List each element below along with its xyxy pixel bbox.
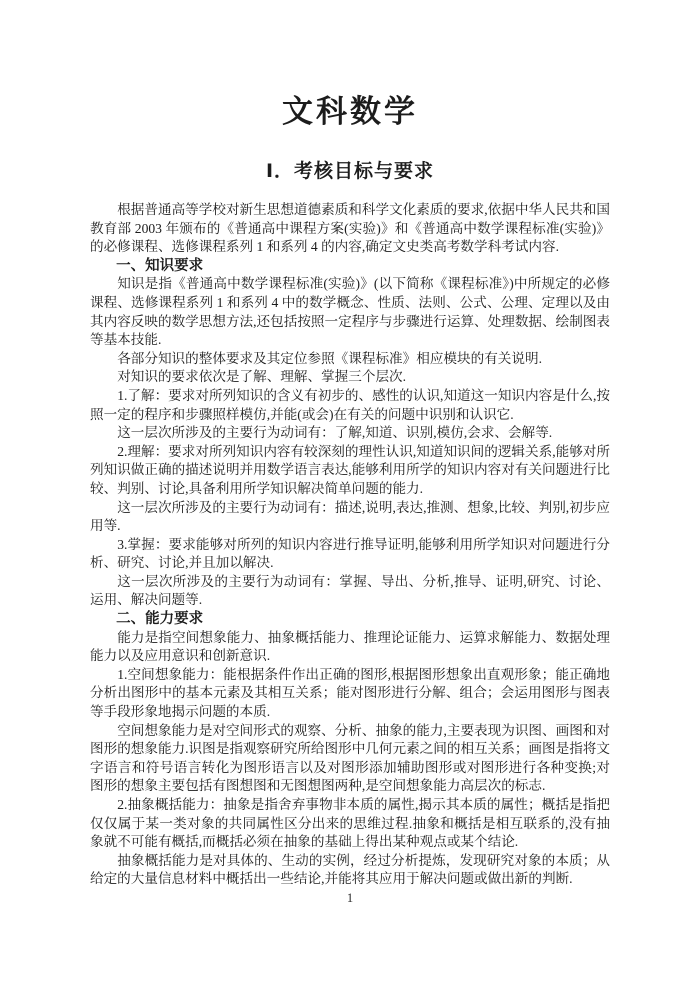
paragraph: 能力是指空间想象能力、抽象概括能力、推理论证能力、运算求解能力、数据处理能力以及应用意识和创新意识. (90, 629, 610, 664)
paragraph: 3.掌握：要求能够对所列的知识内容进行推导证明,能够利用所学知识对问题进行分析、研究、讨论,并且加以解决. (90, 536, 610, 571)
paragraph: 空间想象能力是对空间形式的观察、分析、抽象的能力,主要表现为识图、画图和对图形的想象能力.识图是指观察研究所给图形中几何元素之间的相互关系；画图是指将文字语言和符号语言转化为图形语言以及对图形添加辅助图形或对图形进行各种变换;对图形的想象主要包括有图想图和无图想图两种,是空间想象能力高层次的标志. (90, 722, 610, 794)
paragraph: 各部分知识的整体要求及其定位参照《课程标准》相应模块的有关说明. (117, 350, 542, 366)
paragraph: 这一层次所涉及的主要行为动词有：了解,知道、识别,模仿,会求、会解等. (117, 425, 553, 441)
paragraph: 1.了解：要求对所列知识的含义有初步的、感性的认识,知道这一知识内容是什么,按照一定的程序和步骤照样模仿,并能(或会)在有关的问题中识别和认识它. (90, 387, 610, 422)
paragraph: 这一层次所涉及的主要行为动词有：掌握、导出、分析,推导、证明,研究、讨论、运用、解决问题等. (90, 573, 610, 608)
paragraph: 知识是指《普通高中数学课程标准(实验)》(以下简称《课程标准》)中所规定的必修课程、选修课程系列 1 和系列 4 中的数学概念、性质、法则、公式、公理、定理以及由其内容反映的数学思想方法,还包括按照一定程序与步骤进行运算、处理数据、绘制图表等基本技能. (90, 276, 610, 348)
paragraph: 1.空间想象能力：能根据条件作出正确的图形,根据图形想象出直观形象；能正确地分析出图形中的基本元素及其相互关系；能对图形进行分解、组合；会运用图形与图表等手段形象地揭示问题的本质. (90, 666, 610, 720)
paragraph: 抽象概括能力是对具体的、生动的实例，经过分析提炼，发现研究对象的本质；从给定的大量信息材料中概括出一些结论,并能将其应用于解决问题或做出新的判断. (90, 852, 610, 887)
paragraph: 这一层次所涉及的主要行为动词有：描述,说明,表达,推测、想象,比较、判别,初步应用等. (90, 499, 610, 534)
paragraph: 根据普通高等学校对新生思想道德素质和科学文化素质的要求,依据中华人民共和国教育部 2003 年颁布的《普通高中课程方案(实验)》和《普通高中数学课程标准(实验)》的必修课程、选修课程系列 1 和系列 4 的内容,确定文史类高考数学科考试内容. (90, 202, 610, 255)
section-heading: Ⅰ．考核目标与要求 (265, 161, 435, 182)
paragraph: 2.理解：要求对所列知识内容有较深刻的理性认识,知道知识间的逻辑关系,能够对所列知识做正确的描述说明并用数学语言表达,能够利用所学的知识内容对有关问题进行比较、判别、讨论,具备利用所学知识解决简单问题的能力. (90, 443, 610, 496)
paragraph: 一、知识要求 (116, 257, 204, 274)
document-body (90, 201, 610, 889)
paragraph: 对知识的要求依次是了解、理解、掌握三个层次. (117, 369, 407, 385)
page-number: 1 (346, 891, 354, 905)
paragraph: 2.抽象概括能力：抽象是指舍弃事物非本质的属性,揭示其本质的属性；概括是指把仅仅属于某一类对象的共同属性区分出来的思维过程.抽象和概括是相互联系的,没有抽象就不可能有概括,而概括必须在抽象的基础上得出某种观点或某个结论. (90, 797, 610, 850)
paragraph: 二、能力要求 (116, 611, 204, 628)
document-title: 文科数学 (282, 94, 418, 129)
